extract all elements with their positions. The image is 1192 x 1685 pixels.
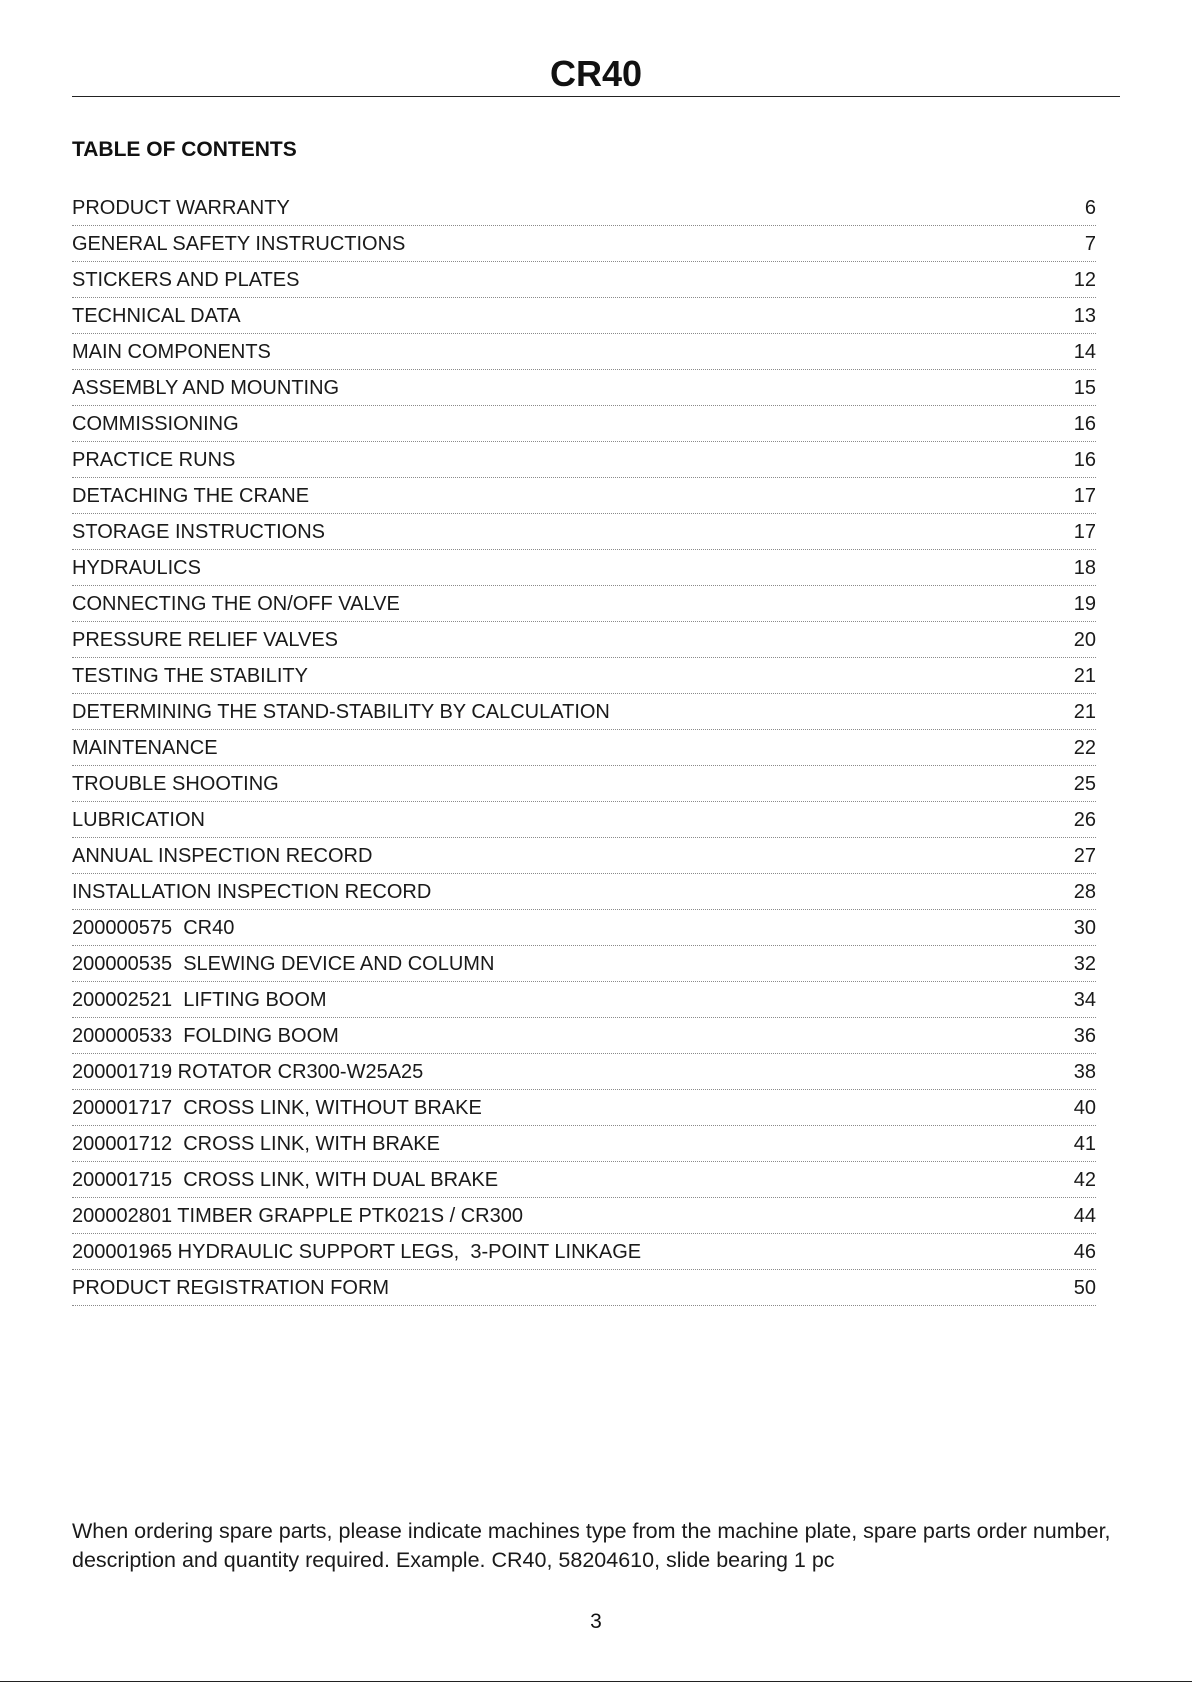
toc-entry[interactable] bbox=[72, 298, 1096, 334]
toc-entry[interactable] bbox=[72, 1090, 1096, 1126]
toc-entry[interactable] bbox=[72, 406, 1096, 442]
toc-entry-title: 200001715 CROSS LINK, WITH DUAL BRAKE bbox=[72, 1169, 499, 1191]
toc-entry-page: 17 bbox=[1073, 485, 1096, 507]
toc-entry-page: 25 bbox=[1073, 773, 1096, 795]
toc-entry-title: COMMISSIONING bbox=[72, 413, 239, 435]
toc-entry-title: TESTING THE STABILITY bbox=[72, 665, 308, 687]
toc-entry[interactable] bbox=[72, 1126, 1096, 1162]
title-divider bbox=[72, 96, 1120, 97]
toc-entry[interactable] bbox=[72, 1162, 1096, 1198]
toc-entry-page: 16 bbox=[1073, 449, 1096, 471]
toc-entry[interactable] bbox=[72, 838, 1096, 874]
toc-entry-title: STICKERS AND PLATES bbox=[72, 269, 300, 291]
toc-entry-page: 21 bbox=[1073, 701, 1096, 723]
toc-entry-page: 38 bbox=[1073, 1061, 1096, 1083]
toc-entry-page: 30 bbox=[1073, 917, 1096, 939]
document-title: CR40 bbox=[549, 53, 643, 94]
toc-entry-page: 26 bbox=[1073, 809, 1096, 831]
toc-entry[interactable] bbox=[72, 802, 1096, 838]
toc-entry[interactable] bbox=[72, 694, 1096, 730]
toc-entry-title: PRODUCT WARRANTY bbox=[72, 197, 290, 219]
toc-entry-title: 200000533 FOLDING BOOM bbox=[72, 1025, 339, 1047]
toc-entry-page: 32 bbox=[1073, 953, 1096, 975]
toc-entry-title: 200001719 ROTATOR CR300-W25A25 bbox=[72, 1061, 424, 1083]
toc-entry-page: 36 bbox=[1073, 1025, 1096, 1047]
toc-entry-page: 7 bbox=[1084, 233, 1096, 255]
toc-entry[interactable] bbox=[72, 730, 1096, 766]
toc-entry-title: 200000575 CR40 bbox=[72, 917, 235, 939]
toc-entry-title: 200002801 TIMBER GRAPPLE PTK021S / CR300 bbox=[72, 1205, 523, 1227]
toc-entry-title: DETERMINING THE STAND-STABILITY BY CALCULATION bbox=[72, 701, 610, 723]
toc-entry[interactable] bbox=[72, 982, 1096, 1018]
toc-entry-title: PRESSURE RELIEF VALVES bbox=[72, 629, 339, 651]
toc-entry-title: 200000535 SLEWING DEVICE AND COLUMN bbox=[72, 953, 495, 975]
toc-entry-page: 14 bbox=[1073, 341, 1096, 363]
toc-entry-page: 12 bbox=[1073, 269, 1096, 291]
toc-entry-title: PRODUCT REGISTRATION FORM bbox=[72, 1277, 390, 1299]
toc-entry-page: 19 bbox=[1073, 593, 1096, 615]
toc-entry[interactable] bbox=[72, 586, 1096, 622]
bottom-divider bbox=[0, 1681, 1192, 1682]
toc-entry[interactable] bbox=[72, 550, 1096, 586]
toc-entry-page: 18 bbox=[1073, 557, 1096, 579]
toc-entry[interactable] bbox=[72, 190, 1096, 226]
toc-entry-page: 40 bbox=[1073, 1097, 1096, 1119]
toc-entry-title: LUBRICATION bbox=[72, 809, 205, 831]
toc-entry-page: 34 bbox=[1073, 989, 1096, 1011]
toc-entry[interactable] bbox=[72, 478, 1096, 514]
toc-entry-page: 41 bbox=[1073, 1133, 1096, 1155]
toc-entry[interactable] bbox=[72, 1198, 1096, 1234]
toc-entry-title: MAIN COMPONENTS bbox=[72, 341, 271, 363]
toc-entry[interactable] bbox=[72, 1270, 1096, 1306]
toc-entry-title: GENERAL SAFETY INSTRUCTIONS bbox=[72, 233, 406, 255]
toc-entry[interactable] bbox=[72, 946, 1096, 982]
toc-entry-title: INSTALLATION INSPECTION RECORD bbox=[72, 881, 432, 903]
toc-heading: TABLE OF CONTENTS bbox=[72, 138, 297, 161]
toc-entry[interactable] bbox=[72, 442, 1096, 478]
toc-entry-title: 200001717 CROSS LINK, WITHOUT BRAKE bbox=[72, 1097, 482, 1119]
spare-parts-ordering-note: When ordering spare parts, please indicate machines type from the machine plate, spare parts order number, description and quantity required. Example. CR40, 58204610, slide bearing 1 pc bbox=[72, 1519, 1111, 1572]
toc-entry-title: HYDRAULICS bbox=[72, 557, 201, 579]
toc-entry-title: 200001712 CROSS LINK, WITH BRAKE bbox=[72, 1133, 440, 1155]
toc-entry[interactable] bbox=[72, 262, 1096, 298]
toc-entry-title: 200002521 LIFTING BOOM bbox=[72, 989, 327, 1011]
page-number: 3 bbox=[590, 1610, 602, 1633]
toc-entry-title: CONNECTING THE ON/OFF VALVE bbox=[72, 593, 400, 615]
toc-entry-title: MAINTENANCE bbox=[72, 737, 218, 759]
toc-entry-page: 44 bbox=[1073, 1205, 1096, 1227]
toc-entry-title: TROUBLE SHOOTING bbox=[72, 773, 279, 795]
toc-entry[interactable] bbox=[72, 622, 1096, 658]
toc-entry-page: 6 bbox=[1084, 197, 1096, 219]
toc-entry-page: 21 bbox=[1073, 665, 1096, 687]
table-of-contents bbox=[72, 190, 1096, 1306]
toc-entry-page: 27 bbox=[1073, 845, 1096, 867]
toc-entry-page: 46 bbox=[1073, 1241, 1096, 1263]
toc-entry-title: ASSEMBLY AND MOUNTING bbox=[72, 377, 340, 399]
toc-entry-title: PRACTICE RUNS bbox=[72, 449, 236, 471]
toc-entry-title: ANNUAL INSPECTION RECORD bbox=[72, 845, 373, 867]
toc-entry-page: 42 bbox=[1073, 1169, 1096, 1191]
toc-entry[interactable] bbox=[72, 1018, 1096, 1054]
toc-entry-title: STORAGE INSTRUCTIONS bbox=[72, 521, 325, 543]
toc-entry-page: 16 bbox=[1073, 413, 1096, 435]
toc-entry[interactable] bbox=[72, 658, 1096, 694]
toc-entry-page: 17 bbox=[1073, 521, 1096, 543]
toc-entry[interactable] bbox=[72, 226, 1096, 262]
toc-entry[interactable] bbox=[72, 910, 1096, 946]
toc-entry-title: TECHNICAL DATA bbox=[72, 305, 241, 327]
toc-entry-title: DETACHING THE CRANE bbox=[72, 485, 310, 507]
toc-entry-page: 28 bbox=[1073, 881, 1096, 903]
toc-entry-title: 200001965 HYDRAULIC SUPPORT LEGS, 3-POINT LINKAGE bbox=[72, 1241, 642, 1263]
toc-entry[interactable] bbox=[72, 334, 1096, 370]
toc-entry[interactable] bbox=[72, 1234, 1096, 1270]
toc-entry[interactable] bbox=[72, 514, 1096, 550]
toc-entry-page: 13 bbox=[1073, 305, 1096, 327]
toc-entry-page: 15 bbox=[1073, 377, 1096, 399]
toc-entry[interactable] bbox=[72, 1054, 1096, 1090]
toc-entry-page: 50 bbox=[1073, 1277, 1096, 1299]
toc-entry-page: 22 bbox=[1073, 737, 1096, 759]
toc-entry[interactable] bbox=[72, 874, 1096, 910]
toc-entry[interactable] bbox=[72, 766, 1096, 802]
toc-entry-page: 20 bbox=[1073, 629, 1096, 651]
toc-entry[interactable] bbox=[72, 370, 1096, 406]
